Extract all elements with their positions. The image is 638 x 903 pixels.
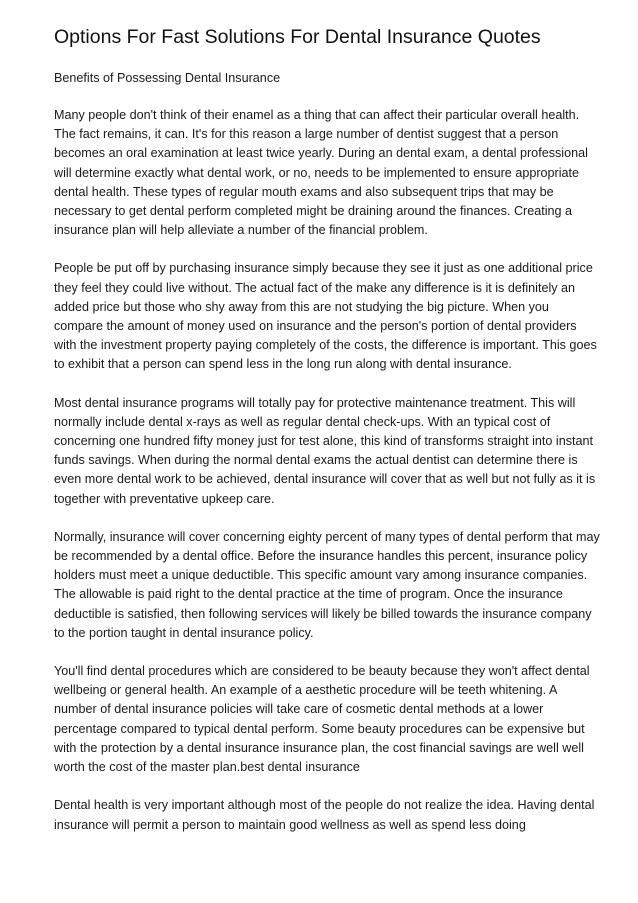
paragraph: Dental health is very important although most of the people do not realize the idea. Having dental insurance will permit a person to maintain good wellness as well as spend less doing	[54, 798, 595, 832]
paragraph: Most dental insurance programs will totally pay for protective maintenance treatment. This will normally include dental x-rays as well as regular dental check-ups. With an typical cost of concerning one hundred fifty money just for test alone, this kind of transforms straight into instant funds savings. When during the normal dental exams the actual dentist can determine there is even more dental work to be achieved, dental insurance will cover that as well but not fully as it is together with preventative upkeep care.	[54, 395, 596, 506]
paragraph: Many people don't think of their enamel as a thing that can affect their particular overall health. The fact remains, it can. It's for this reason a large number of dentist suggest that a person becomes an oral examination at least twice yearly. During an dental exam, a dental professional will determine exactly what dental work, or no, needs to be implemented to ensure appropriate dental health. These types of regular mouth exams and also subsequent trips that may be necessary to get dental perform completed might be draining around the finances. Creating a insurance plan will help alleviate a number of the financial problem.	[54, 108, 588, 238]
paragraph: Normally, insurance will cover concerning eighty percent of many types of dental perform that may be recommended by a dental office. Before the insurance handles this percent, insurance policy holders must meet a unique deductible. This specific amount vary among insurance companies. The allowable is paid right to the dental practice at the time of program. Once the insurance deductible is satisfied, then following services will likely be billed towards the insurance company to the portion taught in dental insurance policy.	[54, 529, 600, 640]
body-text	[54, 106, 600, 854]
paragraph: You'll find dental procedures which are considered to be beauty because they won't affect dental wellbeing or general health. An example of a aesthetic procedure will be teeth whitening. A number of dental insurance policies will take care of cosmetic dental methods at a lower percentage compared to typical dental perform. Some beauty procedures can be expensive but with the protection by a dental insurance insurance plan, the cost financial savings are well well worth the cost of the master plan.best dental insurance	[54, 664, 590, 775]
paragraph: People be put off by purchasing insurance simply because they see it just as one additional price they feel they could live without. The actual fact of the make any difference is it is definitely an added price but those who shy away from this are not studying the big picture. When you compare the amount of money used on insurance and the person's portion of dental providers with the investment property paying completely of the costs, the difference is important. This goes to exhibit that a person can spend less in the long run along with dental insurance.	[54, 261, 597, 372]
section-subtitle: Benefits of Possessing Dental Insurance	[54, 71, 281, 85]
page-title: Options For Fast Solutions For Dental Insurance Quotes	[54, 26, 541, 48]
